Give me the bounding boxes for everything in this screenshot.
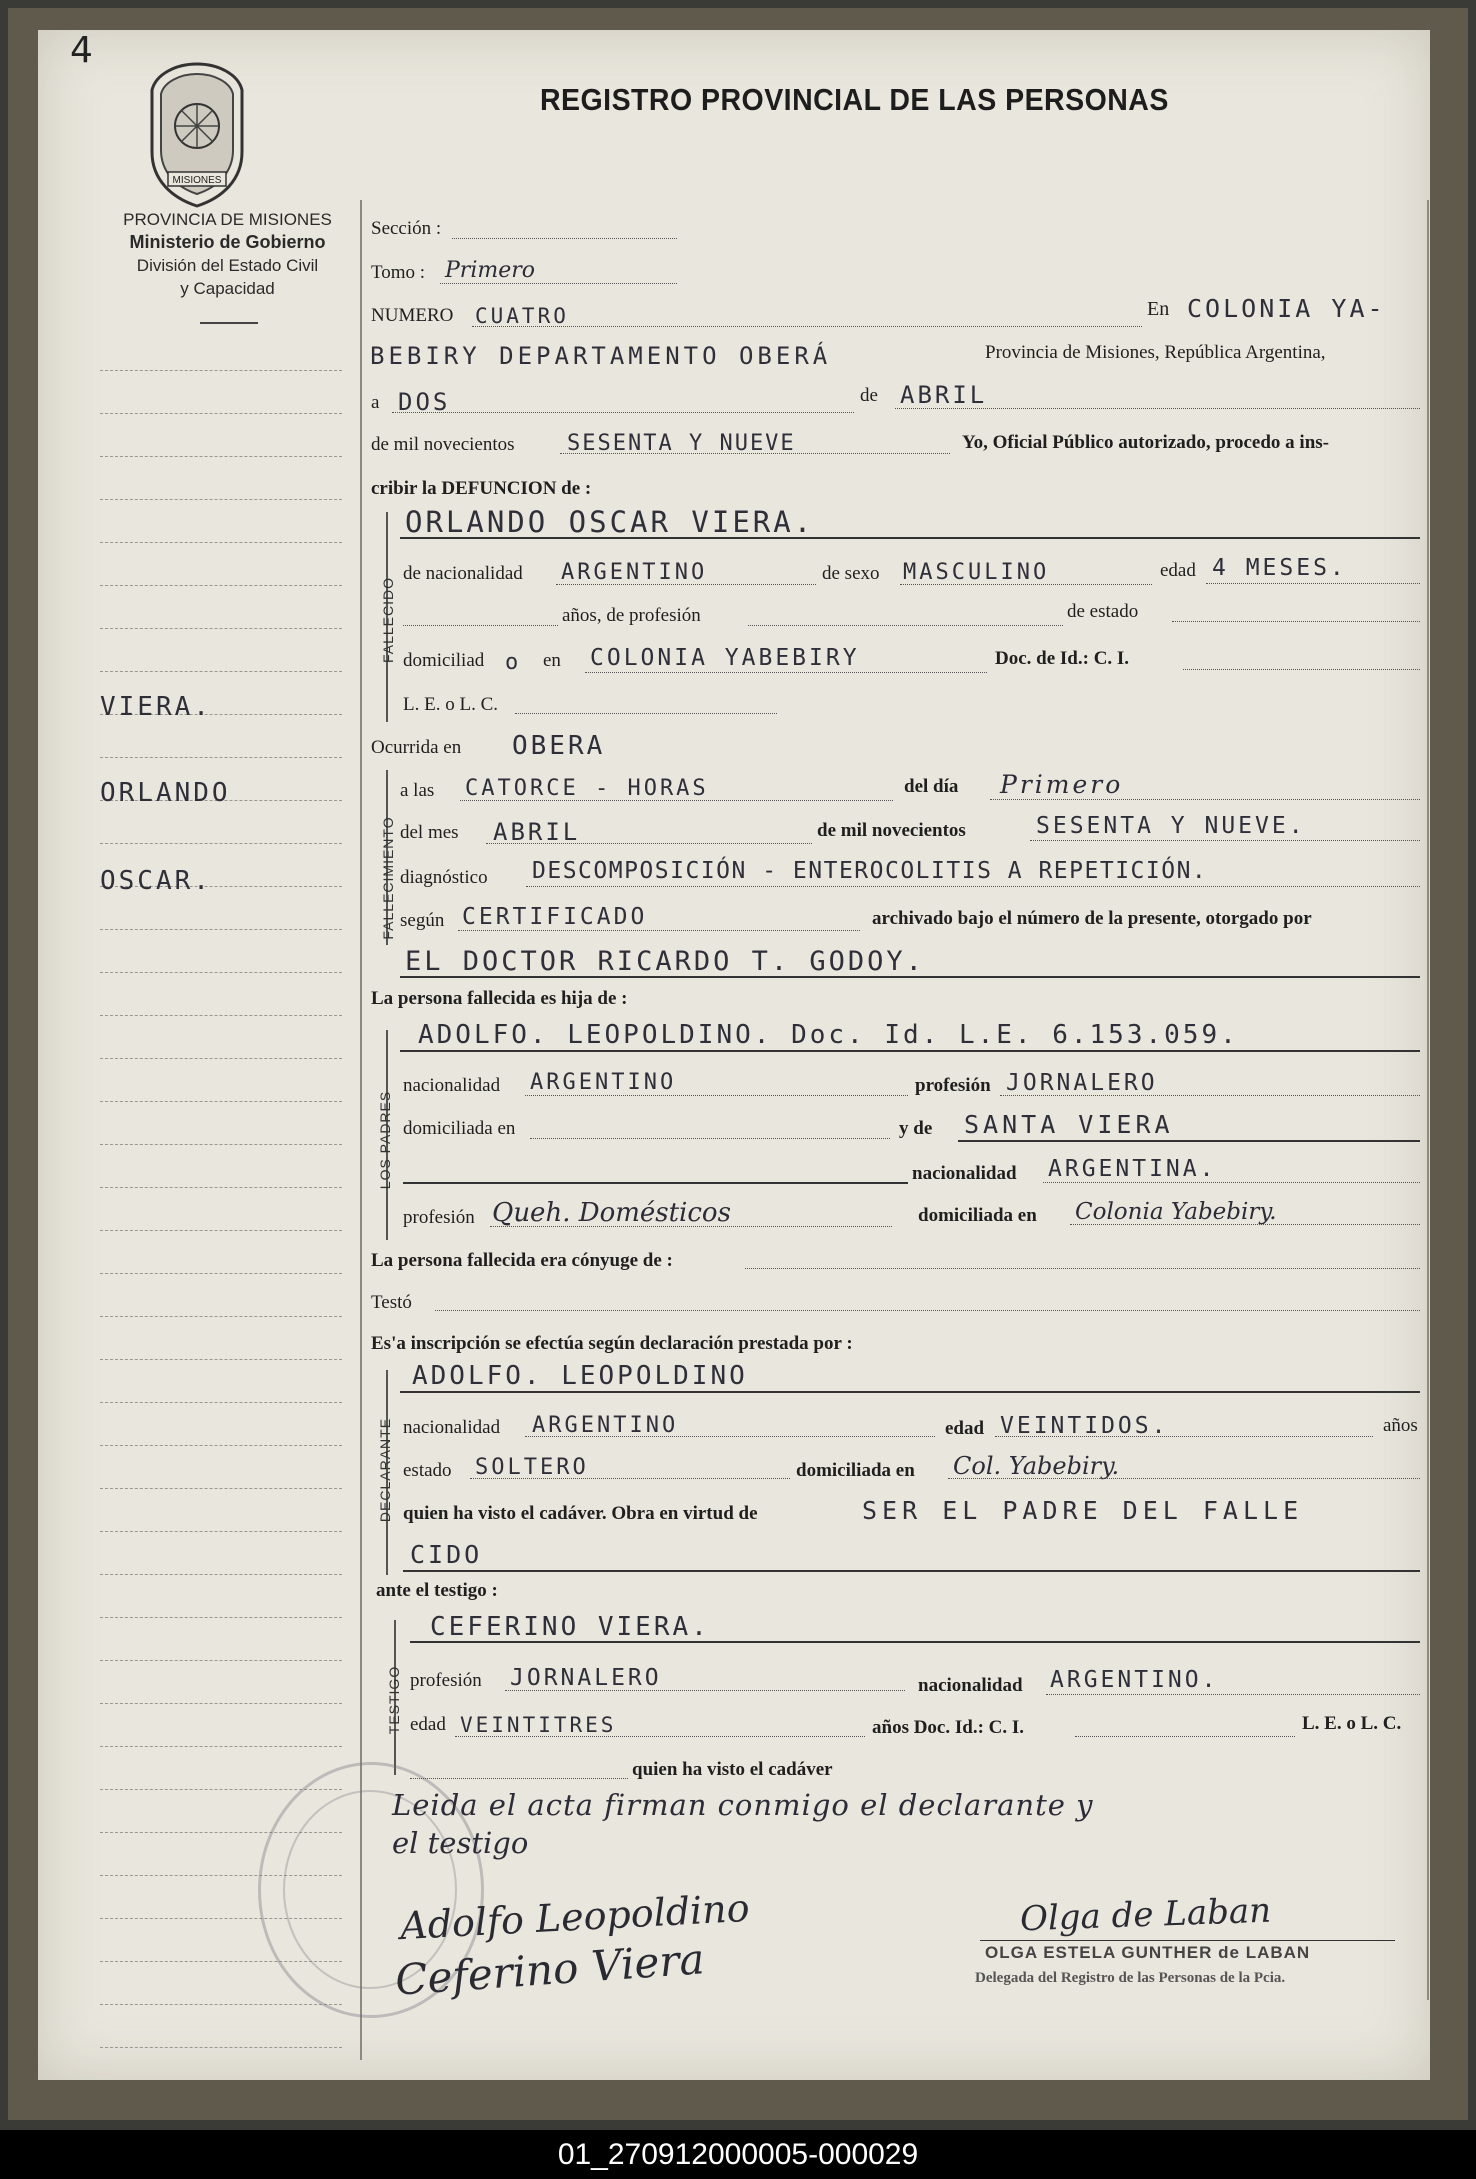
domicilio-line [585,672,987,673]
testigo-prof-line [505,1690,905,1691]
tomo-value: Primero [445,258,535,283]
madre-nac: ARGENTINA. [1048,1156,1217,1182]
margin-ruled-line [100,843,342,844]
anio-fallecimiento: SESENTA Y NUEVE. [1036,813,1306,839]
declarante-dom-label: domiciliada en [796,1460,915,1481]
issuing-authority [95,208,360,300]
madre-dom-label: domiciliada en [918,1205,1037,1226]
anio-line-2 [1030,840,1420,841]
mil-label: de mil novecientos [371,434,515,455]
mes-line [895,408,1420,409]
right-border [1427,200,1429,2000]
archivado-label: archivado bajo el número de la presente, otorgado por [872,908,1312,929]
estado-civil-label: estado [403,1460,452,1481]
dia-line [392,412,854,413]
margin-note-surname: VIERA. [100,692,212,722]
dia-fallecimiento: Primero [1000,770,1124,799]
padre-nac-line [525,1095,908,1096]
seccion-line [452,238,677,239]
fallecido-sexo: MASCULINO [903,560,1050,585]
mes-line-2 [486,843,812,844]
official-title: Delegada del Registro de las Personas de la Pcia. [975,1970,1286,1986]
anio-value: SESENTA Y NUEVE [567,431,796,456]
madre-prof: Queh. Domésticos [492,1198,731,1228]
mes-fallecimiento: ABRIL [493,818,581,846]
ocurrida-value: OBERA [512,731,606,761]
testigo-edad: VEINTITRES [460,1713,617,1737]
domiciliado-label: domiciliad [403,650,485,671]
testigo-le-label: L. E. o L. C. [1302,1713,1402,1734]
segun-label: según [400,910,445,931]
oficial-label: Yo, Oficial Público autorizado, procedo a ins- [962,432,1329,453]
margin-ruled-line [100,757,342,758]
visto-label: quien ha visto el cadáver. Obra en virtud de [403,1503,758,1524]
margin-ruled-line [100,1101,342,1102]
margin-ruled-line [100,370,342,371]
padre-dom-label: domiciliada en [403,1118,516,1139]
domiciliado-suffix: o [505,650,519,675]
diagnostico-label: diagnóstico [400,867,488,888]
page-title: REGISTRO PROVINCIAL DE LAS PERSONAS [540,82,1169,117]
signature-line [980,1940,1395,1941]
fallecido-nombre-line [400,537,1420,539]
estado-line [1172,621,1420,622]
page-number: 4 [70,30,93,71]
fallecido-nombre: ORLANDO OSCAR VIERA. [405,505,815,539]
otorgado-value: EL DOCTOR RICARDO T. GODOY. [405,946,925,977]
tomo-label: Tomo : [371,262,426,283]
declaracion-label: Es'a inscripción se efectúa según declaración prestada por : [371,1333,853,1354]
margin-ruled-line [100,628,342,629]
hora-value: CATORCE - HORAS [465,776,709,801]
margin-ruled-line [100,456,342,457]
diagnostico-value: DESCOMPOSICIÓN - ENTEROCOLITIS A REPETICIÓN. [532,858,1208,884]
margin-ruled-line [100,1617,342,1618]
margin-ruled-line [100,1316,342,1317]
madre-extra-line [403,1182,908,1184]
padres-section-label: LOS PADRES [377,1090,393,1190]
padre-dom-line [530,1138,890,1139]
otorgado-line [400,976,1420,978]
margin-note-second-name: OSCAR. [100,866,212,896]
doc-id-label: Doc. de Id.: C. I. [995,648,1130,669]
location-value: BEBIRY DEPARTAMENTO OBERÁ [370,342,832,370]
virtud-line [403,1570,1420,1572]
fallecido-section-label: FALLECIDO [380,576,396,664]
declarante-nac: ARGENTINO [532,1413,679,1438]
anio-line [560,453,950,454]
padre-line [400,1050,1420,1052]
declarante-nac-label: nacionalidad [403,1417,501,1438]
testigo-nombre: CEFERINO VIERA. [430,1612,710,1642]
fallecido-nacionalidad-label: de nacionalidad [403,563,523,584]
margin-ruled-line [100,2004,342,2005]
margin-ruled-line [100,1359,342,1360]
edad-line [1206,583,1420,584]
margin-ruled-line [100,1703,342,1704]
hora-label: a las [400,780,435,801]
madre-prof-label: profesión [403,1207,475,1228]
domicilio-en-label: en [543,650,561,671]
sexo-label: de sexo [822,563,880,584]
fallecido-domicilio: COLONIA YABEBIRY [590,645,860,671]
margin-ruled-line [100,1445,342,1446]
testo-label: Testó [371,1292,412,1313]
testo-line [435,1310,1420,1311]
margin-ruled-line [100,1187,342,1188]
testigo-doc-label: años Doc. Id.: C. I. [872,1717,1025,1738]
en-value: COLONIA YA- [1187,294,1386,323]
ocurrida-label: Ocurrida en [371,737,462,758]
margin-ruled-line [100,1660,342,1661]
conyuge-label: La persona fallecida era cónyuge de : [371,1250,673,1271]
authority-line-1: PROVINCIA DE MISIONES [123,210,332,229]
declarante-dom-line [948,1478,1420,1479]
mes-label: del mes [400,822,459,843]
yde-label: y de [899,1118,933,1139]
margin-ruled-line [100,585,342,586]
provincia-label: Provincia de Misiones, República Argentina, [985,342,1326,363]
margin-ruled-line [100,1746,342,1747]
dia-label: del día [904,776,959,797]
anios-line [403,625,558,626]
anio-label: de mil novecientos [817,820,966,841]
margin-note-first-name: ORLANDO [100,778,231,808]
madre-nac-line [1043,1182,1420,1183]
profesion-line [748,625,1063,626]
madre-dom-line [1070,1224,1420,1225]
estado-label: de estado [1067,601,1139,622]
margin-ruled-line [100,1015,342,1016]
declarante-anios-label: años [1383,1415,1418,1436]
image-id-caption: 01_270912000005-000029 [0,2130,1476,2179]
estado-civil: SOLTERO [475,1455,589,1480]
coat-of-arms-seal [138,60,256,210]
madre-prof-line [490,1226,892,1227]
padre-nac-label: nacionalidad [403,1075,501,1096]
margin-ruled-line [100,972,342,973]
declarante-nac-line [525,1436,935,1437]
padre-prof-label: profesión [915,1075,991,1096]
padre-nombre: ADOLFO. LEOPOLDINO. Doc. Id. L.E. 6.153.059. [418,1020,1239,1050]
fallecimiento-section-label: FALLECIMIENTO [380,816,396,940]
authority-line-3: División del Estado Civil [136,256,319,275]
madre-nombre: SANTA VIERA [964,1110,1174,1139]
closing-note-cont: el testigo [392,1826,529,1860]
margin-ruled-line [100,413,342,414]
declarante-nombre: ADOLFO. LEOPOLDINO [412,1361,748,1391]
fallecido-nacionalidad: ARGENTINO [561,560,708,585]
declarante-dom: Col. Yabebiry. [953,1452,1120,1480]
virtud-value: SER EL PADRE DEL FALLE [862,1496,1304,1525]
padre-prof: JORNALERO [1006,1070,1158,1096]
mes-value: ABRIL [900,381,988,409]
dia-value: DOS [398,388,451,416]
numero-label: NUMERO [371,305,454,326]
testigo-visto-line [410,1778,628,1779]
testigo-nac-line [1046,1694,1420,1695]
anios-profesion-label: años, de profesión [562,605,701,626]
conyuge-line [745,1268,1420,1269]
testigo-visto-label: quien ha visto el cadáver [632,1759,833,1780]
declarante-edad-label: edad [945,1418,985,1439]
hija-label: La persona fallecida es hija de : [371,988,628,1009]
numero-line [472,326,1142,327]
hora-line [460,800,893,801]
margin-ruled-line [100,1144,342,1145]
margin-ruled-line [100,671,342,672]
official-name: OLGA ESTELA GUNTHER de LABAN [985,1943,1311,1962]
estado-civil-line [470,1478,790,1479]
signature-declarante: Adolfo Leopoldino [399,1885,751,1949]
testigo-nac: ARGENTINO. [1050,1667,1219,1693]
testigo-edad-label: edad [410,1714,446,1735]
testigo-edad-line [455,1736,865,1737]
testigo-prof: JORNALERO [510,1665,662,1691]
numero-value: CUATRO [475,304,569,328]
fallecido-edad: 4 MESES. [1212,555,1347,581]
margin-ruled-line [100,1531,342,1532]
signature-testigo: Ceferino Viera [393,1934,706,2005]
diagnostico-line [526,886,1420,887]
declarante-edad-line [995,1436,1373,1437]
testigo-doc-line [1075,1736,1295,1737]
margin-ruled-line [100,1574,342,1575]
padre-prof-line [1000,1095,1420,1096]
authority-line-4: y Capacidad [180,279,275,298]
declarante-section-label: DECLARANTE [377,1417,393,1523]
signature-oficial: Olga de Laban [1019,1890,1272,1940]
tomo-line [440,283,677,284]
edad-label: edad [1160,560,1196,581]
doc-id-line [1183,669,1420,670]
padre-nac: ARGENTINO [530,1070,677,1095]
testigo-nombre-line [410,1641,1420,1643]
authority-line-2: Ministerio de Gobierno [129,232,326,252]
margin-ruled-line [100,929,342,930]
a-label: a [371,392,380,413]
le-label: L. E. o L. C. [403,694,498,715]
nacionalidad-line [556,584,816,585]
segun-line [458,930,860,931]
en-label: En [1147,298,1170,320]
closing-note: Leida el acta firman conmigo el declarante y [392,1788,1094,1822]
sexo-line [900,584,1152,585]
declarante-nombre-line [400,1391,1420,1393]
margin-ruled-line [100,1230,342,1231]
margin-ruled-line [100,1402,342,1403]
segun-value: CERTIFICADO [462,904,648,930]
testigo-nac-label: nacionalidad [918,1675,1023,1696]
testigo-section-label: TESTIGO [386,1665,402,1735]
seccion-label: Sección : [371,218,442,239]
margin-ruled-line [100,499,342,500]
virtud-value-cont: CIDO [410,1540,483,1569]
authority-divider [200,322,258,324]
declarante-edad: VEINTIDOS. [1000,1413,1169,1439]
margin-ruled-line [100,1273,342,1274]
margin-ruled-line [100,2047,342,2048]
madre-dom: Colonia Yabebiry. [1075,1199,1277,1225]
de-label: de [860,385,878,406]
madre-line [958,1140,1420,1142]
dia-fallecimiento-line [990,799,1420,800]
svg-text:MISIONES: MISIONES [172,175,222,186]
margin-ruled-line [100,542,342,543]
cribir-label: cribir la DEFUNCION de : [371,478,592,499]
ante-testigo-label: ante el testigo : [376,1580,498,1601]
testigo-prof-label: profesión [410,1670,482,1691]
margin-ruled-line [100,1058,342,1059]
le-line [515,713,777,714]
margin-ruled-line [100,1488,342,1489]
madre-nac-label: nacionalidad [912,1163,1017,1184]
